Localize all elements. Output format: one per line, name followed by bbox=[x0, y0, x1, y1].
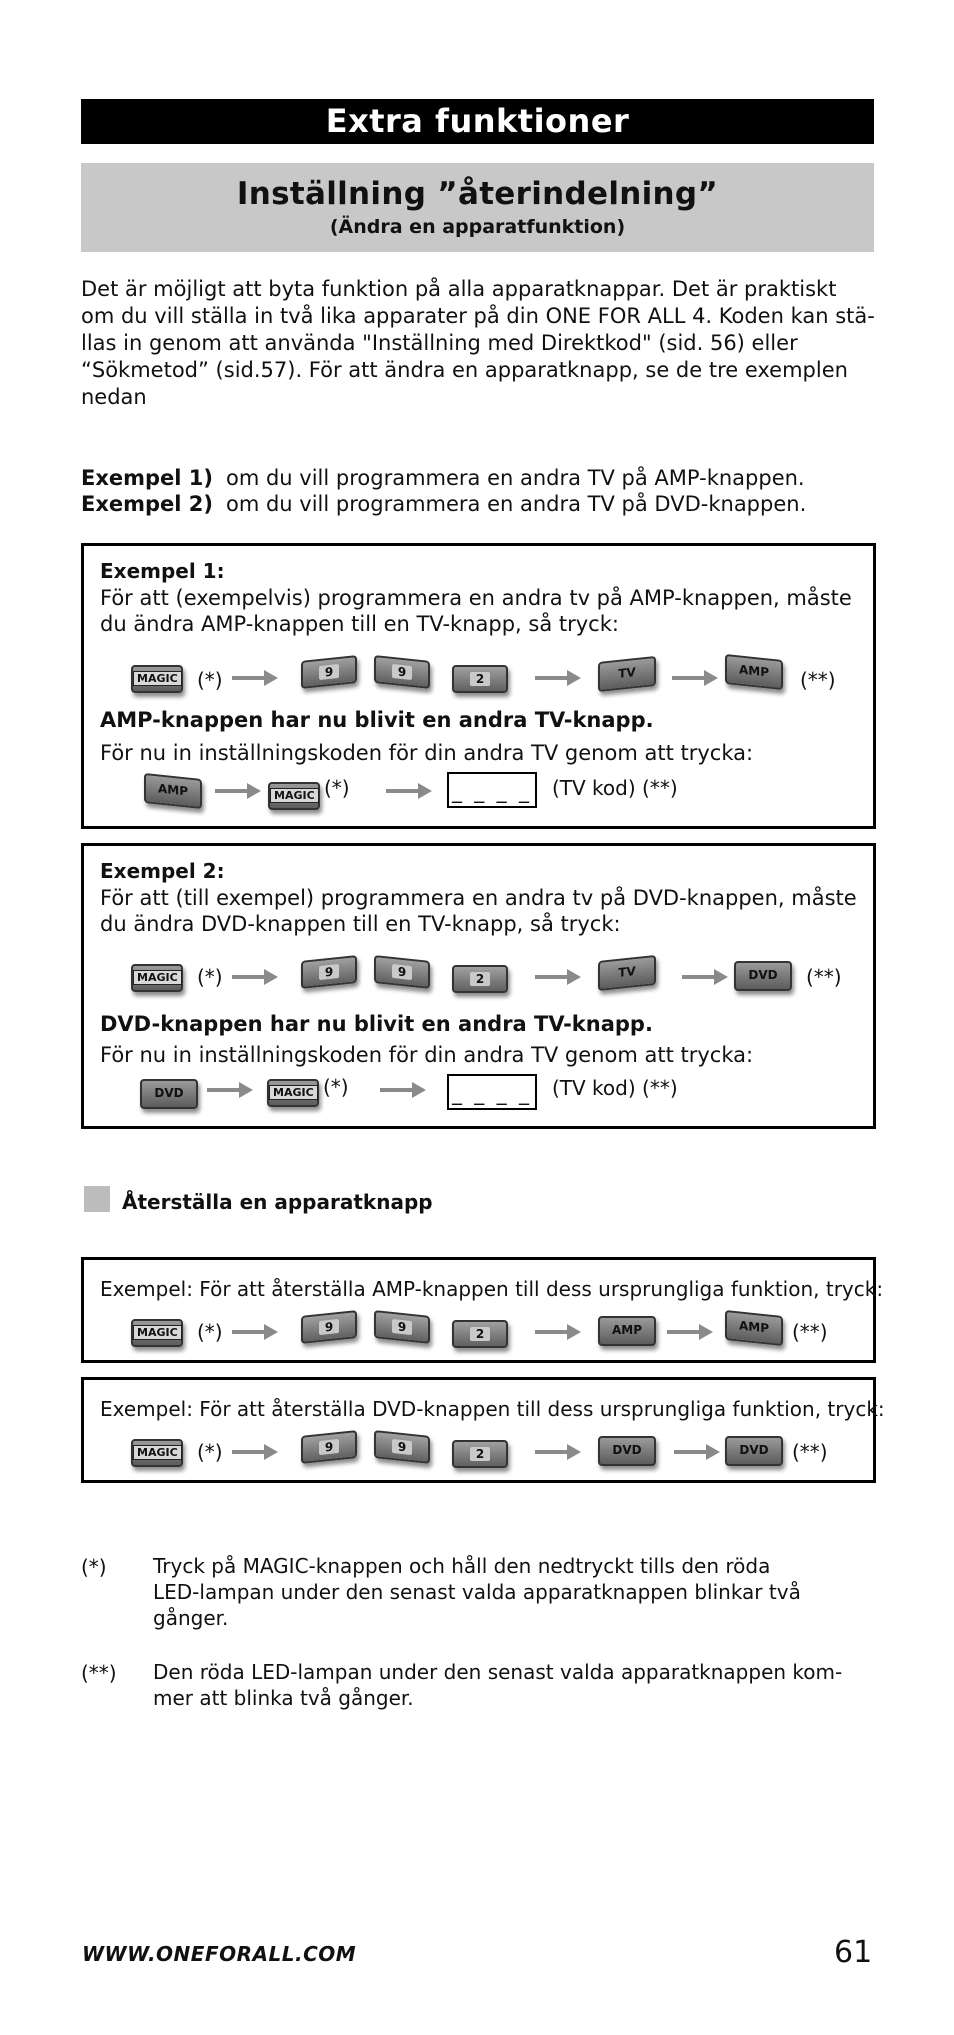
example-1-text bbox=[100, 585, 870, 637]
example-1-line: För nu in inställningskoden för din andra TV genom att trycka: bbox=[100, 741, 754, 765]
magic-key bbox=[131, 1319, 183, 1347]
two-key bbox=[452, 1320, 508, 1348]
note-star: (*) bbox=[197, 1440, 223, 1464]
arrow-icon bbox=[232, 972, 278, 982]
amp-key: AMP bbox=[725, 1310, 783, 1346]
code-label: (TV kod) (**) bbox=[552, 1076, 678, 1100]
magic-key bbox=[131, 1439, 183, 1467]
magic-key bbox=[131, 964, 183, 992]
nine-key bbox=[374, 655, 430, 689]
two-key-label: 2 bbox=[470, 1327, 490, 1341]
section-subtitle: (Ändra en apparatfunktion) bbox=[329, 216, 626, 238]
arrow-icon bbox=[380, 1085, 426, 1095]
note-star: (*) bbox=[324, 776, 350, 800]
arrow-icon bbox=[672, 673, 718, 683]
footnote-mark: (**) bbox=[81, 1661, 117, 1685]
example-label: Exempel 1) bbox=[81, 466, 214, 490]
example-text: om du vill programmera en andra TV på DVD-knappen. bbox=[226, 492, 807, 516]
nine-key-label: 9 bbox=[319, 1439, 339, 1455]
dvd-key: DVD bbox=[140, 1079, 198, 1109]
arrow-icon bbox=[535, 1447, 581, 1457]
example-2-line: För att (till exempel) programmera en andra tv på DVD-knappen, måste bbox=[100, 886, 857, 910]
code-label: (TV kod) (**) bbox=[552, 776, 678, 800]
note-double-star: (**) bbox=[806, 965, 842, 989]
example-1-line: du ändra AMP-knappen till en TV-knapp, så tryck: bbox=[100, 612, 619, 636]
intro-line: nedan bbox=[81, 385, 147, 409]
amp-key: AMP bbox=[725, 654, 783, 690]
footnote-line: mer att blinka två gånger. bbox=[153, 1686, 414, 1710]
example-text: om du vill programmera en andra TV på AMP-knappen. bbox=[226, 466, 805, 490]
nine-key-label: 9 bbox=[319, 664, 339, 680]
section-marker-icon bbox=[84, 1186, 110, 1212]
arrow-icon bbox=[667, 1327, 713, 1337]
page-header: Extra funktioner bbox=[81, 99, 874, 144]
reset-dvd-box bbox=[81, 1377, 885, 1483]
footnote-text bbox=[153, 1553, 873, 1631]
tv-key: TV bbox=[598, 955, 656, 991]
nine-key bbox=[301, 955, 357, 989]
nine-key bbox=[374, 955, 430, 989]
dvd-key: DVD bbox=[734, 961, 792, 991]
note-star: (*) bbox=[197, 1320, 223, 1344]
section-title: Inställning ”återindelning” bbox=[236, 176, 719, 212]
magic-key-label: MAGIC bbox=[269, 1085, 318, 1100]
footnote-line: LED-lampan under den senast valda apparatknappen blinkar två bbox=[153, 1580, 801, 1604]
section-header bbox=[81, 163, 874, 252]
arrow-icon bbox=[535, 1327, 581, 1337]
example-item bbox=[81, 465, 881, 491]
dvd-key: DVD bbox=[598, 1436, 656, 1466]
nine-key bbox=[374, 1310, 430, 1344]
reset-section-title: Återställa en apparatknapp bbox=[122, 1190, 433, 1214]
nine-key bbox=[301, 1430, 357, 1464]
nine-key bbox=[301, 1310, 357, 1344]
example-2-title: Exempel 2: bbox=[100, 859, 225, 883]
two-key bbox=[452, 665, 508, 693]
arrow-icon bbox=[232, 1327, 278, 1337]
dvd-key: DVD bbox=[725, 1436, 783, 1466]
two-key bbox=[452, 1440, 508, 1468]
arrow-icon bbox=[682, 972, 728, 982]
note-double-star: (**) bbox=[792, 1440, 828, 1464]
amp-key: AMP bbox=[144, 773, 202, 809]
intro-line: “Sökmetod” (sid.57). För att ändra en apparatknapp, se de tre exemplen bbox=[81, 358, 848, 382]
code-entry-box: _ _ _ _ bbox=[447, 1074, 537, 1110]
example-2-box bbox=[81, 843, 876, 1129]
note-star: (*) bbox=[197, 668, 223, 692]
magic-key bbox=[267, 1079, 319, 1107]
note-star: (*) bbox=[323, 1075, 349, 1099]
example-2-text bbox=[100, 885, 870, 937]
intro-line: Det är möjligt att byta funktion på alla apparatknappar. Det är praktiskt bbox=[81, 277, 837, 301]
arrow-icon bbox=[535, 673, 581, 683]
note-double-star: (**) bbox=[800, 668, 836, 692]
two-key-label: 2 bbox=[470, 972, 490, 986]
note-double-star: (**) bbox=[792, 1320, 828, 1344]
amp-key: AMP bbox=[598, 1316, 656, 1346]
footnote-line: Den röda LED-lampan under den senast valda apparatknappen kom- bbox=[153, 1660, 843, 1684]
example-1-line: För att (exempelvis) programmera en andra tv på AMP-knappen, måste bbox=[100, 586, 852, 610]
footnote-text bbox=[153, 1659, 873, 1711]
intro-paragraph bbox=[81, 276, 876, 411]
arrow-icon bbox=[386, 786, 432, 796]
website-link[interactable]: WWW.ONEFORALL.COM bbox=[82, 1942, 357, 1966]
arrow-icon bbox=[215, 786, 261, 796]
arrow-icon bbox=[232, 1447, 278, 1457]
arrow-icon bbox=[207, 1085, 253, 1095]
example-2-bold: DVD-knappen har nu blivit en andra TV-knapp. bbox=[100, 1012, 653, 1036]
two-key-label: 2 bbox=[470, 1447, 490, 1461]
reset-dvd-text: Exempel: För att återställa DVD-knappen till dess ursprungliga funktion, tryck: bbox=[100, 1397, 885, 1421]
note-star: (*) bbox=[197, 965, 223, 989]
nine-key-label: 9 bbox=[392, 1319, 412, 1335]
intro-line: om du vill ställa in två lika apparater på din ONE FOR ALL 4. Koden kan stä- bbox=[81, 304, 875, 328]
footnote-line: Tryck på MAGIC-knappen och håll den nedtryckt tills den röda bbox=[153, 1554, 771, 1578]
tv-key: TV bbox=[598, 656, 656, 692]
nine-key bbox=[301, 655, 357, 689]
arrow-icon bbox=[535, 972, 581, 982]
reset-amp-box bbox=[81, 1257, 884, 1363]
example-item bbox=[81, 491, 881, 517]
intro-line: llas in genom att använda "Inställning med Direktkod" (sid. 56) eller bbox=[81, 331, 798, 355]
arrow-icon bbox=[232, 673, 278, 683]
arrow-icon bbox=[674, 1447, 720, 1457]
example-1-bold: AMP-knappen har nu blivit en andra TV-knapp. bbox=[100, 708, 654, 732]
footnote-line: gånger. bbox=[153, 1606, 229, 1630]
page-number: 61 bbox=[834, 1935, 873, 1970]
example-2-line: För nu in inställningskoden för din andra TV genom att trycka: bbox=[100, 1043, 754, 1067]
magic-key bbox=[131, 665, 183, 693]
nine-key-label: 9 bbox=[319, 964, 339, 980]
example-2-line: du ändra DVD-knappen till en TV-knapp, så tryck: bbox=[100, 912, 621, 936]
magic-key-label: MAGIC bbox=[133, 671, 182, 686]
example-1-title: Exempel 1: bbox=[100, 559, 225, 583]
nine-key-label: 9 bbox=[319, 1319, 339, 1335]
code-entry-box: _ _ _ _ bbox=[447, 772, 537, 808]
magic-key-label: MAGIC bbox=[270, 788, 319, 803]
two-key-label: 2 bbox=[470, 672, 490, 686]
magic-key-label: MAGIC bbox=[133, 1325, 182, 1340]
magic-key-label: MAGIC bbox=[133, 1445, 182, 1460]
magic-key bbox=[268, 782, 320, 810]
nine-key bbox=[374, 1430, 430, 1464]
nine-key-label: 9 bbox=[392, 964, 412, 980]
footnote-mark: (*) bbox=[81, 1555, 107, 1579]
two-key bbox=[452, 965, 508, 993]
example-1-box bbox=[81, 543, 876, 829]
reset-amp-text: Exempel: För att återställa AMP-knappen till dess ursprungliga funktion, tryck: bbox=[100, 1277, 884, 1301]
example-label: Exempel 2) bbox=[81, 492, 214, 516]
example-list bbox=[81, 465, 881, 517]
nine-key-label: 9 bbox=[392, 1439, 412, 1455]
nine-key-label: 9 bbox=[392, 664, 412, 680]
magic-key-label: MAGIC bbox=[133, 970, 182, 985]
